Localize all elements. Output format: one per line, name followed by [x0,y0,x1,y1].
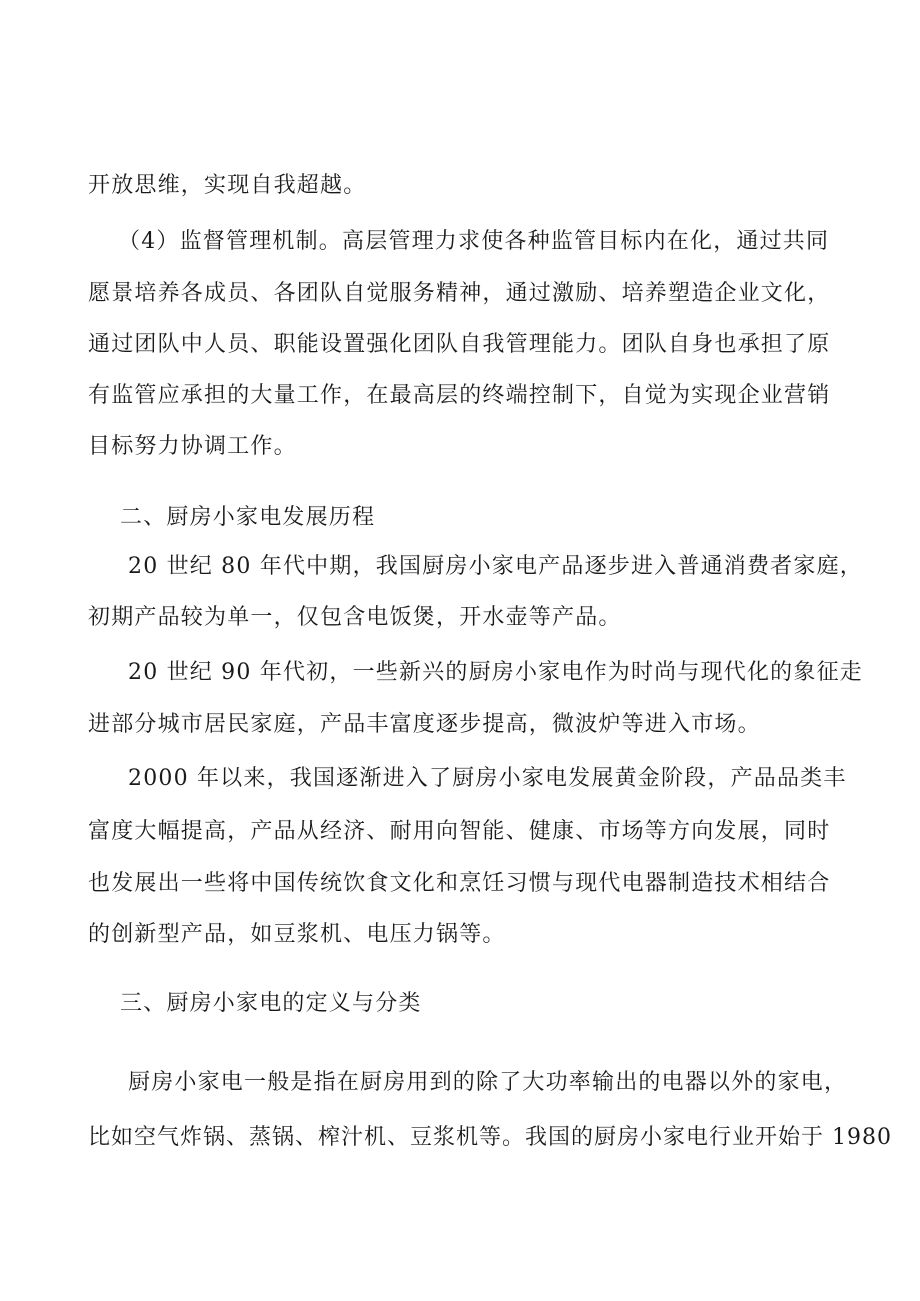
paragraph-line: 目标努力协调工作。 [88,434,297,459]
paragraph-line: 富度大幅提高，产品从经济、耐用向智能、健康、市场等方向发展，同时 [88,819,831,844]
paragraph-line: 通过团队中人员、职能设置强化团队自我管理能力。团队自身也承担了原 [88,332,831,357]
paragraph-line: 2000 年以来，我国逐渐进入了厨房小家电发展黄金阶段，产品品类丰 [128,766,847,791]
section-heading: 三、厨房小家电的定义与分类 [120,991,422,1016]
paragraph-line: 进部分城市居民家庭，产品丰富度逐步提高，微波炉等进入市场。 [88,712,761,737]
paragraph-line: 有监管应承担的大量工作，在最高层的终端控制下，自觉为实现企业营销 [88,383,831,408]
section-heading: 二、厨房小家电发展历程 [120,505,376,530]
paragraph-line: 20 世纪 90 年代初，一些新兴的厨房小家电作为时尚与现代化的象征走 [128,660,863,685]
paragraph-line: 愿景培养各成员、各团队自觉服务精神，通过激励、培养塑造企业文化， [88,281,831,306]
paragraph-line: 20 世纪 80 年代中期，我国厨房小家电产品逐步进入普通消费者家庭， [128,554,863,579]
paragraph-line: 比如空气炸锅、蒸锅、榨汁机、豆浆机等。我国的厨房小家电行业开始于 1980 [88,1125,892,1150]
paragraph-line: 开放思维，实现自我超越。 [88,173,367,198]
paragraph-line: （4）监督管理机制。高层管理力求使各种监管目标内在化，通过共同 [118,229,830,254]
paragraph-line: 也发展出一些将中国传统饮食文化和烹饪习惯与现代电器制造技术相结合 [88,871,831,896]
paragraph-line: 厨房小家电一般是指在厨房用到的除了大功率输出的电器以外的家电， [128,1070,848,1095]
paragraph-line: 的创新型产品，如豆浆机、电压力锅等。 [88,922,506,947]
paragraph-line: 初期产品较为单一，仅包含电饭煲，开水壶等产品。 [88,605,622,630]
